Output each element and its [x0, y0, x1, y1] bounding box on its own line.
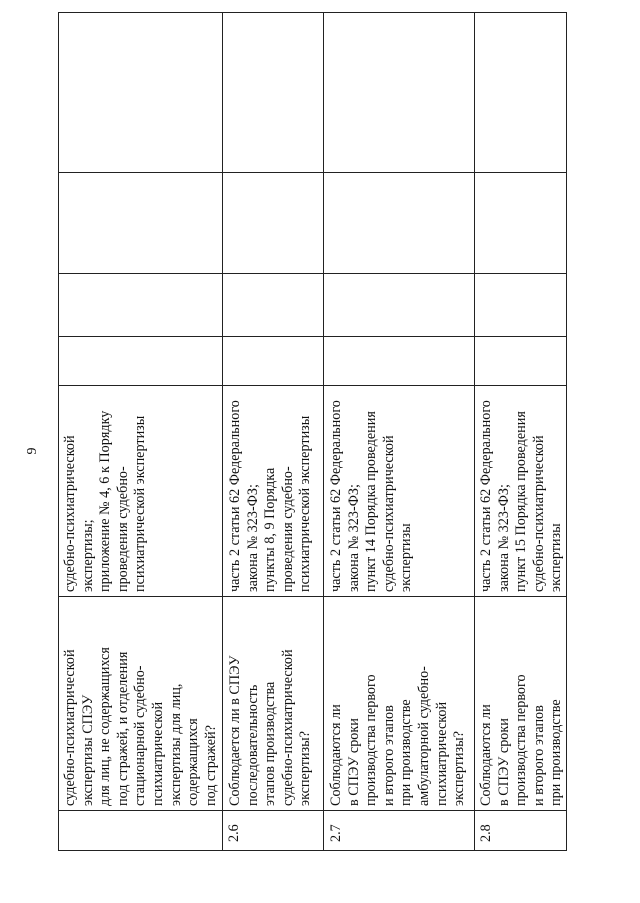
question-cell: Соблюдаются ли в СПЭУ сроки производства первого и второго этапов при производстве	[478, 674, 565, 806]
table-line	[58, 336, 567, 337]
table-line	[58, 596, 567, 597]
requisites-cell: часть 2 статьи 62 Федерального закона № 323-ФЗ; пункт 14 Порядка проведения судебно-психиатрической экспертизы	[328, 400, 415, 592]
table-line	[474, 12, 475, 850]
row-number: 2.7	[328, 824, 344, 842]
table-line	[323, 12, 324, 850]
table-line	[58, 172, 567, 173]
row-number: 2.8	[478, 824, 494, 842]
requisites-cell: часть 2 статьи 62 Федерального закона № 323-ФЗ; пункт 15 Порядка проведения судебно-психиатрической экспертизы	[478, 400, 565, 592]
requisites-cell: судебно-психиатрической экспертизы; приложение № 4, 6 к Порядку проведения судебно- психиатрической экспертизы	[62, 410, 149, 592]
table-line	[58, 12, 59, 850]
question-cell: Соблюдаются ли в СПЭУ сроки производства первого и второго этапов при производстве амбулаторной судебно- психиатрической экспертизы?	[328, 666, 468, 806]
table-line	[58, 273, 567, 274]
table-line	[222, 12, 223, 850]
table-line	[58, 12, 567, 13]
requisites-cell: часть 2 статьи 62 Федерального закона № 323-ФЗ; пункты 8, 9 Порядка проведения судебно- психиатрической экспертизы	[227, 400, 314, 592]
row-number: 2.6	[226, 824, 242, 842]
table-line	[566, 12, 567, 850]
table-line	[58, 850, 567, 851]
table-line	[58, 385, 567, 386]
question-cell: судебно-психиатрической экспертизы СПЭУ для лиц, не содержащихся под стражей, и отделения стационарной судебно- психиатрической экспертизы для лиц, содержащихся под стражей?	[62, 647, 219, 806]
page-number: 9	[25, 447, 40, 455]
question-cell: Соблюдается ли в СПЭУ последовательность этапов производства судебно-психиатрической экспертизы?	[227, 649, 314, 806]
table-line	[58, 810, 567, 811]
